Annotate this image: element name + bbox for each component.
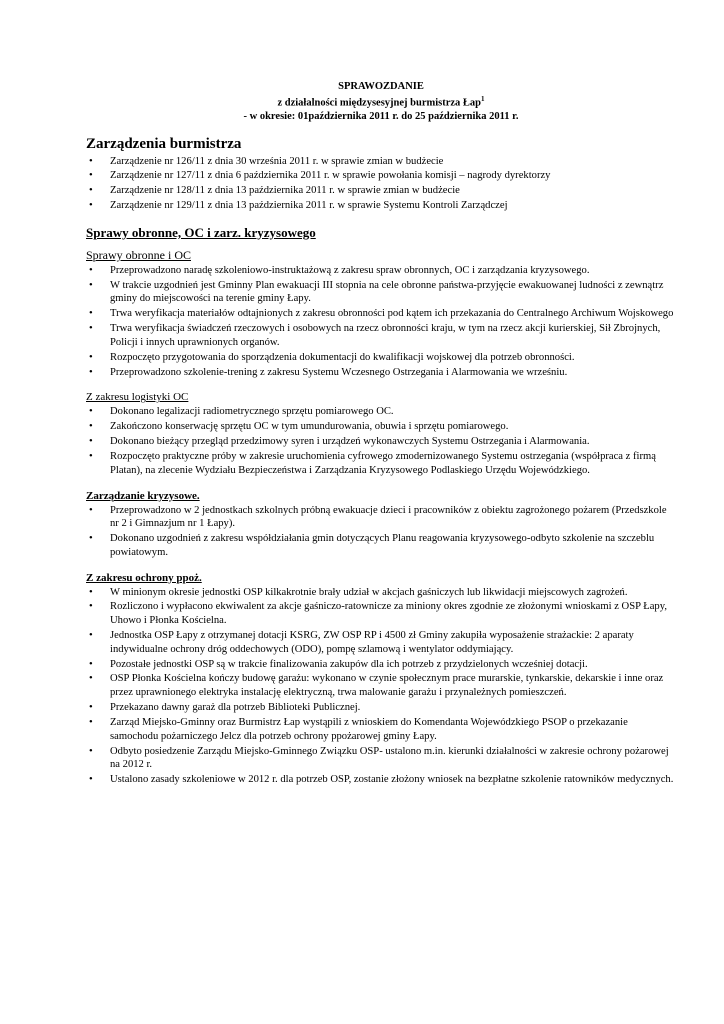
list-item-text: Zarządzenie nr 128/11 z dnia 13 października 2011 r. w sprawie zmian w budżecie: [110, 185, 460, 197]
list-item: [86, 745, 676, 772]
section-title-zarzadzenia: Zarządzenia burmistrza: [86, 135, 242, 152]
bullet-icon: •: [89, 200, 93, 212]
bullet-icon: •: [89, 451, 93, 463]
logistyka-list: [86, 405, 676, 477]
bullet-icon: •: [89, 351, 93, 363]
list-item-text: Rozpoczęto praktyczne próby w zakresie uruchomienia cyfrowego zmodernizowanego Systemu ostrzegania (współpraca z firmą Platan), na zlecenie Wydziału Bezpieczeństwa i Zarządzania Kryzysowego Podlaskiego Urzędu Wojewódzkiego.: [110, 451, 656, 476]
bullet-icon: •: [89, 421, 93, 433]
list-item-text: Przeprowadzono naradę szkoleniowo-instruktażową z zakresu spraw obronnych, OC i zarządzania kryzysowego.: [110, 264, 590, 276]
list-item-text: Dokonano legalizacji radiometrycznego sprzętu pomiarowego OC.: [110, 406, 394, 418]
footnote-mark: 1: [481, 95, 485, 103]
list-item: [86, 155, 676, 169]
list-item-text: Trwa weryfikacja świadczeń rzeczowych i osobowych na rzecz obronności kraju, w tym na rzecz akcji kurierskiej, Sił Zbrojnych, Policji i innych uprawnionych organów.: [110, 323, 661, 348]
zarzadzenia-list: [86, 155, 676, 213]
subsection-title-obronne-oc: Sprawy obronne i OC: [86, 247, 191, 262]
list-item: [86, 658, 676, 672]
bullet-icon: •: [89, 601, 93, 613]
list-item-text: Przeprowadzono szkolenie-trening z zakresu Systemu Wczesnego Ostrzegania i Alarmowania we wrześniu.: [110, 366, 568, 378]
list-item-text: Trwa weryfikacja materiałów odtajnionych z zakresu obronności pod kątem ich przekazania do Centralnego Archiwum Wojskowego: [110, 308, 674, 320]
list-item-text: Zakończono konserwację sprzętu OC w tym umundurowania, obuwia i sprzętu pomiarowego.: [110, 421, 509, 433]
list-item: [86, 672, 676, 699]
document-page: [86, 80, 676, 788]
list-item: [86, 420, 676, 434]
kryzysowe-list: [86, 504, 676, 560]
list-item-text: Przekazano dawny garaż dla potrzeb Biblioteki Publicznej.: [110, 702, 361, 714]
subsection-title-logistyka: Z zakresu logistyki OC: [86, 391, 189, 404]
list-item-text: Zarządzenie nr 129/11 z dnia 13 października 2011 r. w sprawie Systemu Kontroli Zarządczej: [110, 200, 508, 212]
list-item: [86, 405, 676, 419]
list-item: [86, 322, 676, 349]
subsection-title-kryzysowe: Zarządzanie kryzysowe.: [86, 489, 200, 502]
list-item: [86, 351, 676, 365]
list-item: [86, 199, 676, 213]
subsection-title-ppoz: Z zakresu ochrony ppoż.: [86, 571, 202, 584]
list-item-text: W minionym okresie jednostki OSP kilkakrotnie brały udział w akcjach gaśniczych lub likwidacji miejscowych zagrożeń.: [110, 586, 628, 598]
list-item: [86, 279, 676, 306]
bullet-icon: •: [89, 170, 93, 182]
list-item: [86, 773, 676, 787]
list-item: [86, 600, 676, 627]
list-item: [86, 184, 676, 198]
list-item: [86, 169, 676, 183]
list-item: [86, 504, 676, 531]
ppoz-list: [86, 586, 676, 787]
list-item-text: Dokonano bieżący przegląd przedzimowy syren i urządzeń wykonawczych Systemu Ostrzegania i Alarmowania.: [110, 436, 590, 448]
report-title: SPRAWOZDANIE: [338, 81, 424, 92]
list-item-text: Rozpoczęto przygotowania do sporządzenia dokumentacji do kwalifikacji wojskowej dla potrzeb obronności.: [110, 351, 575, 363]
bullet-icon: •: [89, 406, 93, 418]
list-item: [86, 629, 676, 656]
bullet-icon: •: [89, 673, 93, 685]
list-item: [86, 532, 676, 559]
bullet-icon: •: [89, 586, 93, 598]
list-item: [86, 435, 676, 449]
section-title-sprawy-obronne: Sprawy obronne, OC i zarz. kryzysowego: [86, 224, 316, 240]
list-item: [86, 307, 676, 321]
bullet-icon: •: [89, 155, 93, 167]
bullet-icon: •: [89, 658, 93, 670]
bullet-icon: •: [89, 630, 93, 641]
bullet-icon: •: [89, 702, 93, 714]
bullet-icon: •: [89, 185, 93, 197]
bullet-icon: •: [89, 264, 93, 276]
bullet-icon: •: [89, 308, 93, 320]
list-item-text: Przeprowadzono w 2 jednostkach szkolnych próbną ewakuacje dzieci i pracowników z obiektu zagrożonego pożarem (Przedszkole nr 2 i Gimnazjum nr 1 Łapy).: [110, 504, 667, 530]
list-item-text: OSP Płonka Kościelna kończy budowę garażu: wykonano w czynie społecznym prace murarskie, tynkarskie, dekarskie i inne oraz przez uprawnionego elektryka instalację elektryczną, trwa malowanie garażu i przynależnych pomieszczeń.: [110, 673, 664, 699]
bullet-icon: •: [89, 323, 93, 335]
report-period: - w okresie: 01października 2011 r. do 25 października 2011 r.: [243, 110, 519, 122]
list-item: [86, 716, 676, 743]
bullet-icon: •: [89, 716, 93, 728]
list-item: [86, 450, 676, 477]
list-item-text: Zarządzenie nr 127/11 z dnia 6 października 2011 r. w sprawie powołania komisji – nagrody dyrektorzy: [110, 170, 551, 182]
list-item-text: Pozostałe jednostki OSP są w trakcie finalizowania zakupów dla ich potrzeb z przydzielonych wcześniej dotacji.: [110, 658, 588, 670]
list-item: [86, 701, 676, 715]
bullet-icon: •: [89, 774, 93, 786]
bullet-icon: •: [89, 436, 93, 448]
list-item-text: Ustalono zasady szkoleniowe w 2012 r. dla potrzeb OSP, zostanie złożony wniosek na bezpłatne szkolenie ratowników medycznych.: [110, 774, 674, 786]
list-item: [86, 366, 676, 380]
list-item-text: Dokonano uzgodnień z zakresu współdziałania gmin dotyczących Planu reagowania kryzysowego-odbyto szkolenie na szczeblu powiatowym.: [110, 533, 655, 558]
list-item-text: Zarządzenie nr 126/11 z dnia 30 września 2011 r. w sprawie zmian w budżecie: [110, 155, 444, 167]
list-item: [86, 586, 676, 600]
list-item: [86, 264, 676, 278]
list-item-text: Rozliczono i wypłacono ekwiwalent za akcje gaśniczo-ratownicze za miniony okres zgodnie ze złożonymi wnioskami z OSP Łapy, Uhowo i Płonka Kościelna.: [110, 601, 667, 627]
list-item-text: W trakcie uzgodnień jest Gminny Plan ewakuacji III stopnia na cele obronne państwa-przyjęcie ewakuowanej ludności z zewnątrz gminy do miejscowości na terenie gminy Łapy.: [110, 279, 664, 305]
obronne-oc-list: [86, 264, 676, 380]
list-item-text: Jednostka OSP Łapy z otrzymanej dotacji KSRG, ZW OSP RP i 4500 zł Gminy zakupiła wyposażenie strażackie: 2 aparaty indywidualne ochrony dróg oddechowych (ODO), pompę szlamową i wentylator oddymiający.: [110, 630, 634, 655]
report-subtitle: z działalności międzysesyjnej burmistrza Łap$^1$: [277, 95, 485, 109]
bullet-icon: •: [89, 366, 93, 378]
list-item-text: Odbyto posiedzenie Zarządu Miejsko-Gminnego Związku OSP- ustalono m.in. kierunki działalności w zakresie ochrony pożarowej na 2012 r.: [110, 745, 669, 771]
bullet-icon: •: [89, 745, 93, 757]
bullet-icon: •: [89, 533, 93, 545]
report-header: [86, 80, 676, 123]
bullet-icon: •: [89, 279, 93, 291]
bullet-icon: •: [89, 504, 93, 516]
list-item-text: Zarząd Miejsko-Gminny oraz Burmistrz Łap wystąpili z wnioskiem do Komendanta Wojewódzkiego PSOP o przekazanie samochodu pożarniczego Jelcz dla potrzeb ochrony ppożarowej gminy Łapy.: [110, 716, 628, 742]
